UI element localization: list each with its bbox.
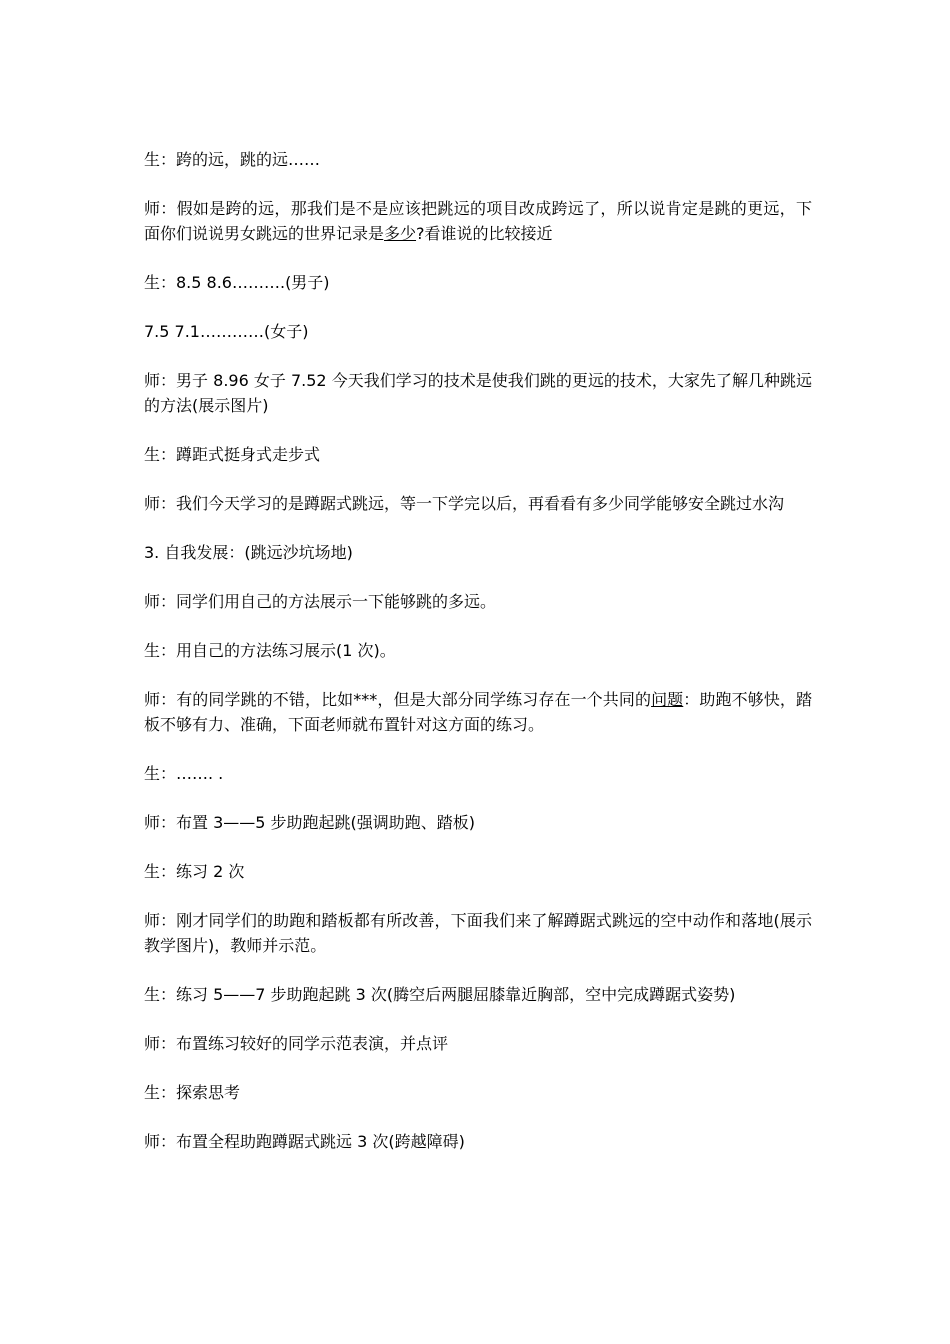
underlined-text: 问题 [651, 690, 684, 709]
paragraph [144, 491, 812, 516]
paragraph-text: 3. 自我发展：(跳远沙坑场地) [144, 543, 353, 562]
paragraph [144, 1080, 812, 1105]
paragraph-text: 7.5 7.1…………(女子) [144, 322, 309, 341]
paragraph-text: 师：有的同学跳的不错，比如***，但是大部分同学练习存在一个共同的 [144, 690, 652, 709]
paragraph-text-tail: ：助跑不够快，踏板不够有力、准确，下面老师就布置针对这方面的练习。 [144, 690, 812, 734]
paragraph-text: 师：我们今天学习的是蹲踞式跳远，等一下学完以后，再看看有多少同学能够安全跳过水沟 [144, 494, 785, 513]
paragraph-text: 师：布置 3——5 步助跑起跳(强调助跑、踏板) [144, 813, 476, 832]
paragraph [144, 982, 812, 1007]
paragraph-text: 生：用自己的方法练习展示(1 次)。 [144, 641, 396, 660]
paragraph [144, 908, 812, 958]
paragraph-text: 生：跨的远，跳的远…… [144, 150, 321, 169]
paragraph-text: 生：探索思考 [144, 1083, 241, 1102]
paragraph [144, 368, 812, 418]
paragraph-text: 师：假如是跨的远，那我们是不是应该把跳远的项目改成跨远了，所以说肯定是跳的更远，下面你们说说男女跳远的世界记录是 [144, 199, 812, 243]
paragraph [144, 270, 812, 295]
paragraph [144, 147, 812, 172]
paragraph [144, 687, 812, 737]
paragraph-text: 生：蹲距式挺身式走步式 [144, 445, 321, 464]
paragraph-text: 师：男子 8.96 女子 7.52 今天我们学习的技术是使我们跳的更远的技术，大家先了解几种跳远的方法(展示图片) [144, 371, 812, 415]
paragraph-text: 师：布置练习较好的同学示范表演，并点评 [144, 1034, 449, 1053]
paragraph [144, 859, 812, 884]
paragraph [144, 196, 812, 246]
paragraph-text: 师：刚才同学们的助跑和踏板都有所改善，下面我们来了解蹲踞式跳远的空中动作和落地(展示教学图片)，教师并示范。 [144, 911, 812, 955]
paragraph [144, 319, 812, 344]
paragraph-text: 生：练习 5——7 步助跑起跳 3 次(腾空后两腿屈膝靠近胸部，空中完成蹲踞式姿势) [144, 985, 736, 1004]
paragraph [144, 540, 812, 565]
paragraph-text-tail: ?看谁说的比较接近 [416, 224, 553, 243]
paragraph-text: 生：练习 2 次 [144, 862, 245, 881]
paragraph-text: 生：……. . [144, 764, 224, 783]
paragraph [144, 1031, 812, 1056]
paragraph-text: 生：8.5 8.6……….(男子) [144, 273, 330, 292]
paragraph [144, 810, 812, 835]
paragraph-text: 师：布置全程助跑蹲踞式跳远 3 次(跨越障碍) [144, 1132, 465, 1151]
underlined-text: 多少 [384, 224, 417, 243]
paragraph-text: 师：同学们用自己的方法展示一下能够跳的多远。 [144, 592, 497, 611]
paragraph [144, 761, 812, 786]
paragraph [144, 442, 812, 467]
paragraph [144, 589, 812, 614]
paragraph [144, 1129, 812, 1154]
paragraph [144, 638, 812, 663]
document-body [144, 147, 812, 1178]
